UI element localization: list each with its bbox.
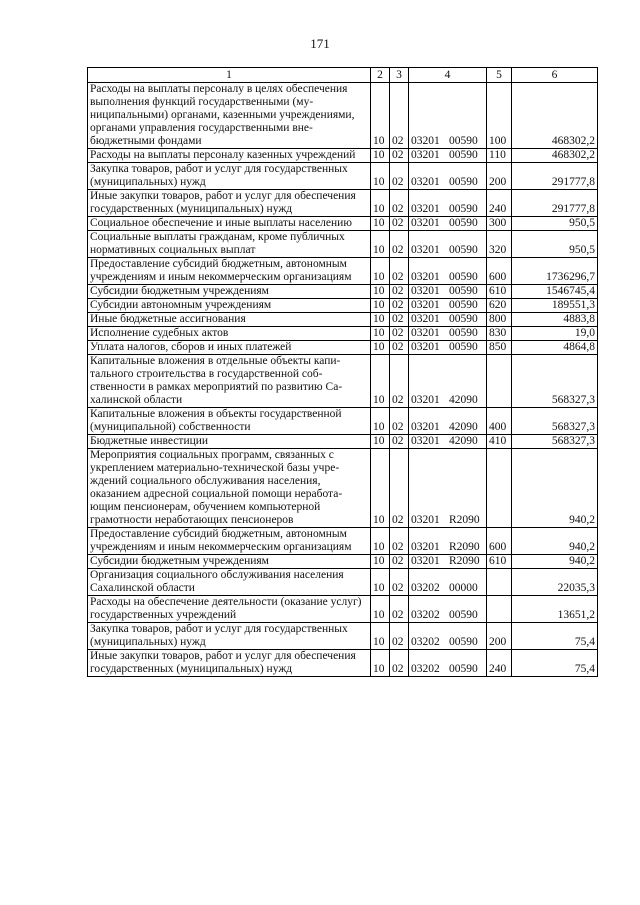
target-article-cell <box>409 650 487 677</box>
section-code-cell: 10 <box>371 190 390 217</box>
target-article-program: 03202 <box>411 636 440 648</box>
expense-type-cell: 240 <box>487 190 512 217</box>
section-code-cell: 10 <box>371 299 390 313</box>
amount-cell: 75,4 <box>512 623 598 650</box>
amount-cell: 950,5 <box>512 217 598 231</box>
expense-name-cell: Закупка товаров, работ и услуг для государственных (муниципальных) нужд <box>88 623 371 650</box>
amount-cell: 468302,2 <box>512 83 598 149</box>
target-article-program: 03201 <box>411 514 440 526</box>
section-code-cell: 10 <box>371 341 390 355</box>
amount-cell: 940,2 <box>512 528 598 555</box>
amount-cell: 940,2 <box>512 449 598 528</box>
target-article-direction: 00000 <box>449 582 478 594</box>
target-article-direction: 00590 <box>449 217 478 229</box>
target-article-direction: R2090 <box>449 541 480 553</box>
subsection-code-cell: 02 <box>390 163 409 190</box>
subsection-code-cell: 02 <box>390 258 409 285</box>
subsection-code-cell: 02 <box>390 190 409 217</box>
table-row <box>88 449 598 528</box>
table-row <box>88 650 598 677</box>
expense-name-cell: Предоставление субсидий бюджетным, автономным учреждениям и иным некоммерческим организациям <box>88 528 371 555</box>
table-row <box>88 327 598 341</box>
target-article-program: 03201 <box>411 203 440 215</box>
subsection-code-cell: 02 <box>390 555 409 569</box>
table-row <box>88 231 598 258</box>
table-row <box>88 149 598 163</box>
target-article-direction: 00590 <box>449 244 478 256</box>
expense-type-cell: 800 <box>487 313 512 327</box>
section-code-cell: 10 <box>371 313 390 327</box>
subsection-code-cell: 02 <box>390 83 409 149</box>
target-article-direction: 00590 <box>449 327 478 339</box>
expense-type-cell: 830 <box>487 327 512 341</box>
target-article-cell <box>409 408 487 435</box>
expense-type-cell <box>487 596 512 623</box>
subsection-code-cell: 02 <box>390 355 409 408</box>
subsection-code-cell: 02 <box>390 231 409 258</box>
table-row <box>88 258 598 285</box>
expense-type-cell: 200 <box>487 163 512 190</box>
expense-type-cell: 600 <box>487 258 512 285</box>
expense-name-cell: Предоставление субсидий бюджетным, автономным учреждениям и иным некоммерческим организациям <box>88 258 371 285</box>
amount-cell: 468302,2 <box>512 149 598 163</box>
target-article-direction: 42090 <box>449 435 478 447</box>
subsection-code-cell: 02 <box>390 149 409 163</box>
section-code-cell: 10 <box>371 163 390 190</box>
expense-type-cell: 400 <box>487 408 512 435</box>
expense-name-cell: Социальное обеспечение и иные выплаты населению <box>88 217 371 231</box>
expense-name-cell: Иные закупки товаров, работ и услуг для обеспечения государственных (муниципальных) нужд <box>88 190 371 217</box>
target-article-cell <box>409 435 487 449</box>
target-article-direction: 00590 <box>449 271 478 283</box>
amount-cell: 568327,3 <box>512 435 598 449</box>
expense-name-cell: Исполнение судебных актов <box>88 327 371 341</box>
target-article-cell <box>409 596 487 623</box>
target-article-program: 03201 <box>411 271 440 283</box>
column-header: 4 <box>409 68 487 83</box>
amount-cell: 940,2 <box>512 555 598 569</box>
section-code-cell: 10 <box>371 435 390 449</box>
target-article-cell <box>409 299 487 313</box>
target-article-program: 03201 <box>411 135 440 147</box>
expense-type-cell <box>487 569 512 596</box>
section-code-cell: 10 <box>371 285 390 299</box>
target-article-program: 03202 <box>411 582 440 594</box>
amount-cell: 13651,2 <box>512 596 598 623</box>
section-code-cell: 10 <box>371 528 390 555</box>
target-article-cell <box>409 623 487 650</box>
column-header: 2 <box>371 68 390 83</box>
page-number: 171 <box>310 36 330 51</box>
target-article-cell <box>409 327 487 341</box>
expense-type-cell: 850 <box>487 341 512 355</box>
expense-name-cell: Социальные выплаты гражданам, кроме публичных нормативных социальных выплат <box>88 231 371 258</box>
expense-type-cell: 620 <box>487 299 512 313</box>
section-code-cell: 10 <box>371 408 390 435</box>
expense-type-cell: 100 <box>487 83 512 149</box>
subsection-code-cell: 02 <box>390 299 409 313</box>
amount-cell: 291777,8 <box>512 163 598 190</box>
expense-name-cell: Расходы на выплаты персоналу казенных учреждений <box>88 149 371 163</box>
expense-type-cell <box>487 449 512 528</box>
expense-type-cell: 200 <box>487 623 512 650</box>
amount-cell: 1546745,4 <box>512 285 598 299</box>
table-row <box>88 528 598 555</box>
section-code-cell: 10 <box>371 149 390 163</box>
section-code-cell: 10 <box>371 449 390 528</box>
target-article-program: 03201 <box>411 327 440 339</box>
target-article-cell <box>409 149 487 163</box>
amount-cell: 4864,8 <box>512 341 598 355</box>
target-article-cell <box>409 555 487 569</box>
target-article-direction: 00590 <box>449 341 478 353</box>
table-row <box>88 83 598 149</box>
expense-type-cell: 600 <box>487 528 512 555</box>
target-article-cell <box>409 355 487 408</box>
target-article-direction: 00590 <box>449 176 478 188</box>
section-code-cell: 10 <box>371 355 390 408</box>
target-article-cell <box>409 285 487 299</box>
target-article-direction: 00590 <box>449 609 478 621</box>
table-row <box>88 299 598 313</box>
subsection-code-cell: 02 <box>390 313 409 327</box>
target-article-cell <box>409 190 487 217</box>
target-article-direction: R2090 <box>449 555 480 567</box>
table-row <box>88 313 598 327</box>
target-article-cell <box>409 449 487 528</box>
section-code-cell: 10 <box>371 327 390 341</box>
expense-type-cell: 320 <box>487 231 512 258</box>
section-code-cell: 10 <box>371 83 390 149</box>
target-article-program: 03202 <box>411 609 440 621</box>
amount-cell: 568327,3 <box>512 408 598 435</box>
target-article-program: 03201 <box>411 299 440 311</box>
expense-type-cell: 610 <box>487 555 512 569</box>
target-article-cell <box>409 163 487 190</box>
table-row <box>88 285 598 299</box>
expense-type-cell: 410 <box>487 435 512 449</box>
target-article-direction: 00590 <box>449 149 478 161</box>
subsection-code-cell: 02 <box>390 596 409 623</box>
expense-type-cell <box>487 355 512 408</box>
table-row <box>88 163 598 190</box>
table-body <box>88 83 598 677</box>
table-row <box>88 355 598 408</box>
target-article-direction: 00590 <box>449 203 478 215</box>
target-article-program: 03201 <box>411 217 440 229</box>
target-article-direction: 42090 <box>449 421 478 433</box>
expense-name-cell: Капитальные вложения в объекты государственной (муниципальной) собственности <box>88 408 371 435</box>
target-article-program: 03201 <box>411 244 440 256</box>
target-article-cell <box>409 528 487 555</box>
amount-cell: 1736296,7 <box>512 258 598 285</box>
section-code-cell: 10 <box>371 596 390 623</box>
column-header: 3 <box>390 68 409 83</box>
table-row <box>88 408 598 435</box>
section-code-cell: 10 <box>371 217 390 231</box>
target-article-direction: 42090 <box>449 394 478 406</box>
target-article-program: 03201 <box>411 149 440 161</box>
section-code-cell: 10 <box>371 555 390 569</box>
target-article-cell <box>409 258 487 285</box>
target-article-program: 03202 <box>411 663 440 675</box>
expense-name-cell: Иные закупки товаров, работ и услуг для обеспечения государственных (муниципальных) нужд <box>88 650 371 677</box>
amount-cell: 568327,3 <box>512 355 598 408</box>
expense-type-cell: 110 <box>487 149 512 163</box>
table-row <box>88 435 598 449</box>
table-row <box>88 190 598 217</box>
section-code-cell: 10 <box>371 569 390 596</box>
subsection-code-cell: 02 <box>390 435 409 449</box>
target-article-direction: 00590 <box>449 313 478 325</box>
target-article-direction: 00590 <box>449 663 478 675</box>
column-header: 6 <box>512 68 598 83</box>
expense-name-cell: Расходы на обеспечение деятельности (оказание услуг) государственных учреждений <box>88 596 371 623</box>
expense-name-cell: Закупка товаров, работ и услуг для государственных (муниципальных) нужд <box>88 163 371 190</box>
expense-type-cell: 300 <box>487 217 512 231</box>
table-row <box>88 596 598 623</box>
target-article-program: 03201 <box>411 435 440 447</box>
expense-type-cell: 610 <box>487 285 512 299</box>
expense-name-cell: Расходы на выплаты персоналу в целях обеспечения выполнения функций государственными (муниципальными) органами, казенными учреждениями, органами управления государственными внебюджетными фондами <box>88 83 371 149</box>
expense-name-cell: Мероприятия социальных программ, связанных с укреплением материально-технической базы учреждений социального обслуживания населения, оказанием адресной социальной помощи неработающим пенсионерам, обучением компьютерной грамотности неработающих пенсионеров <box>88 449 371 528</box>
amount-cell: 189551,3 <box>512 299 598 313</box>
subsection-code-cell: 02 <box>390 408 409 435</box>
table-row <box>88 555 598 569</box>
subsection-code-cell: 02 <box>390 217 409 231</box>
amount-cell: 19,0 <box>512 327 598 341</box>
table-row <box>88 623 598 650</box>
subsection-code-cell: 02 <box>390 449 409 528</box>
expense-name-cell: Субсидии бюджетным учреждениям <box>88 555 371 569</box>
table-row <box>88 217 598 231</box>
column-header: 5 <box>487 68 512 83</box>
expense-name-cell: Субсидии бюджетным учреждениям <box>88 285 371 299</box>
target-article-direction: 00590 <box>449 135 478 147</box>
section-code-cell: 10 <box>371 650 390 677</box>
expense-type-cell: 240 <box>487 650 512 677</box>
subsection-code-cell: 02 <box>390 569 409 596</box>
target-article-cell <box>409 341 487 355</box>
target-article-direction: 00590 <box>449 299 478 311</box>
target-article-direction: 00590 <box>449 636 478 648</box>
subsection-code-cell: 02 <box>390 327 409 341</box>
target-article-cell <box>409 313 487 327</box>
target-article-cell <box>409 83 487 149</box>
target-article-program: 03201 <box>411 541 440 553</box>
expense-name-cell: Уплата налогов, сборов и иных платежей <box>88 341 371 355</box>
amount-cell: 4883,8 <box>512 313 598 327</box>
target-article-direction: 00590 <box>449 285 478 297</box>
expense-name-cell: Иные бюджетные ассигнования <box>88 313 371 327</box>
section-code-cell: 10 <box>371 623 390 650</box>
budget-table <box>87 67 598 677</box>
expense-name-cell: Субсидии автономным учреждениям <box>88 299 371 313</box>
expense-name-cell: Организация социального обслуживания населения Сахалинской области <box>88 569 371 596</box>
amount-cell: 22035,3 <box>512 569 598 596</box>
section-code-cell: 10 <box>371 231 390 258</box>
target-article-program: 03201 <box>411 176 440 188</box>
subsection-code-cell: 02 <box>390 650 409 677</box>
target-article-cell <box>409 569 487 596</box>
target-article-program: 03201 <box>411 421 440 433</box>
table-header-row <box>88 68 598 83</box>
target-article-cell <box>409 217 487 231</box>
subsection-code-cell: 02 <box>390 285 409 299</box>
table-row <box>88 569 598 596</box>
expense-name-cell: Капитальные вложения в отдельные объекты капитального строительства в государственной собственности в рамках мероприятий по развитию Сахалинской области <box>88 355 371 408</box>
column-header: 1 <box>88 68 371 83</box>
target-article-program: 03201 <box>411 341 440 353</box>
subsection-code-cell: 02 <box>390 623 409 650</box>
amount-cell: 950,5 <box>512 231 598 258</box>
target-article-program: 03201 <box>411 394 440 406</box>
amount-cell: 75,4 <box>512 650 598 677</box>
target-article-program: 03201 <box>411 555 440 567</box>
subsection-code-cell: 02 <box>390 528 409 555</box>
subsection-code-cell: 02 <box>390 341 409 355</box>
target-article-cell <box>409 231 487 258</box>
section-code-cell: 10 <box>371 258 390 285</box>
amount-cell: 291777,8 <box>512 190 598 217</box>
expense-name-cell: Бюджетные инвестиции <box>88 435 371 449</box>
target-article-program: 03201 <box>411 313 440 325</box>
target-article-program: 03201 <box>411 285 440 297</box>
table-row <box>88 341 598 355</box>
target-article-direction: R2090 <box>449 514 480 526</box>
